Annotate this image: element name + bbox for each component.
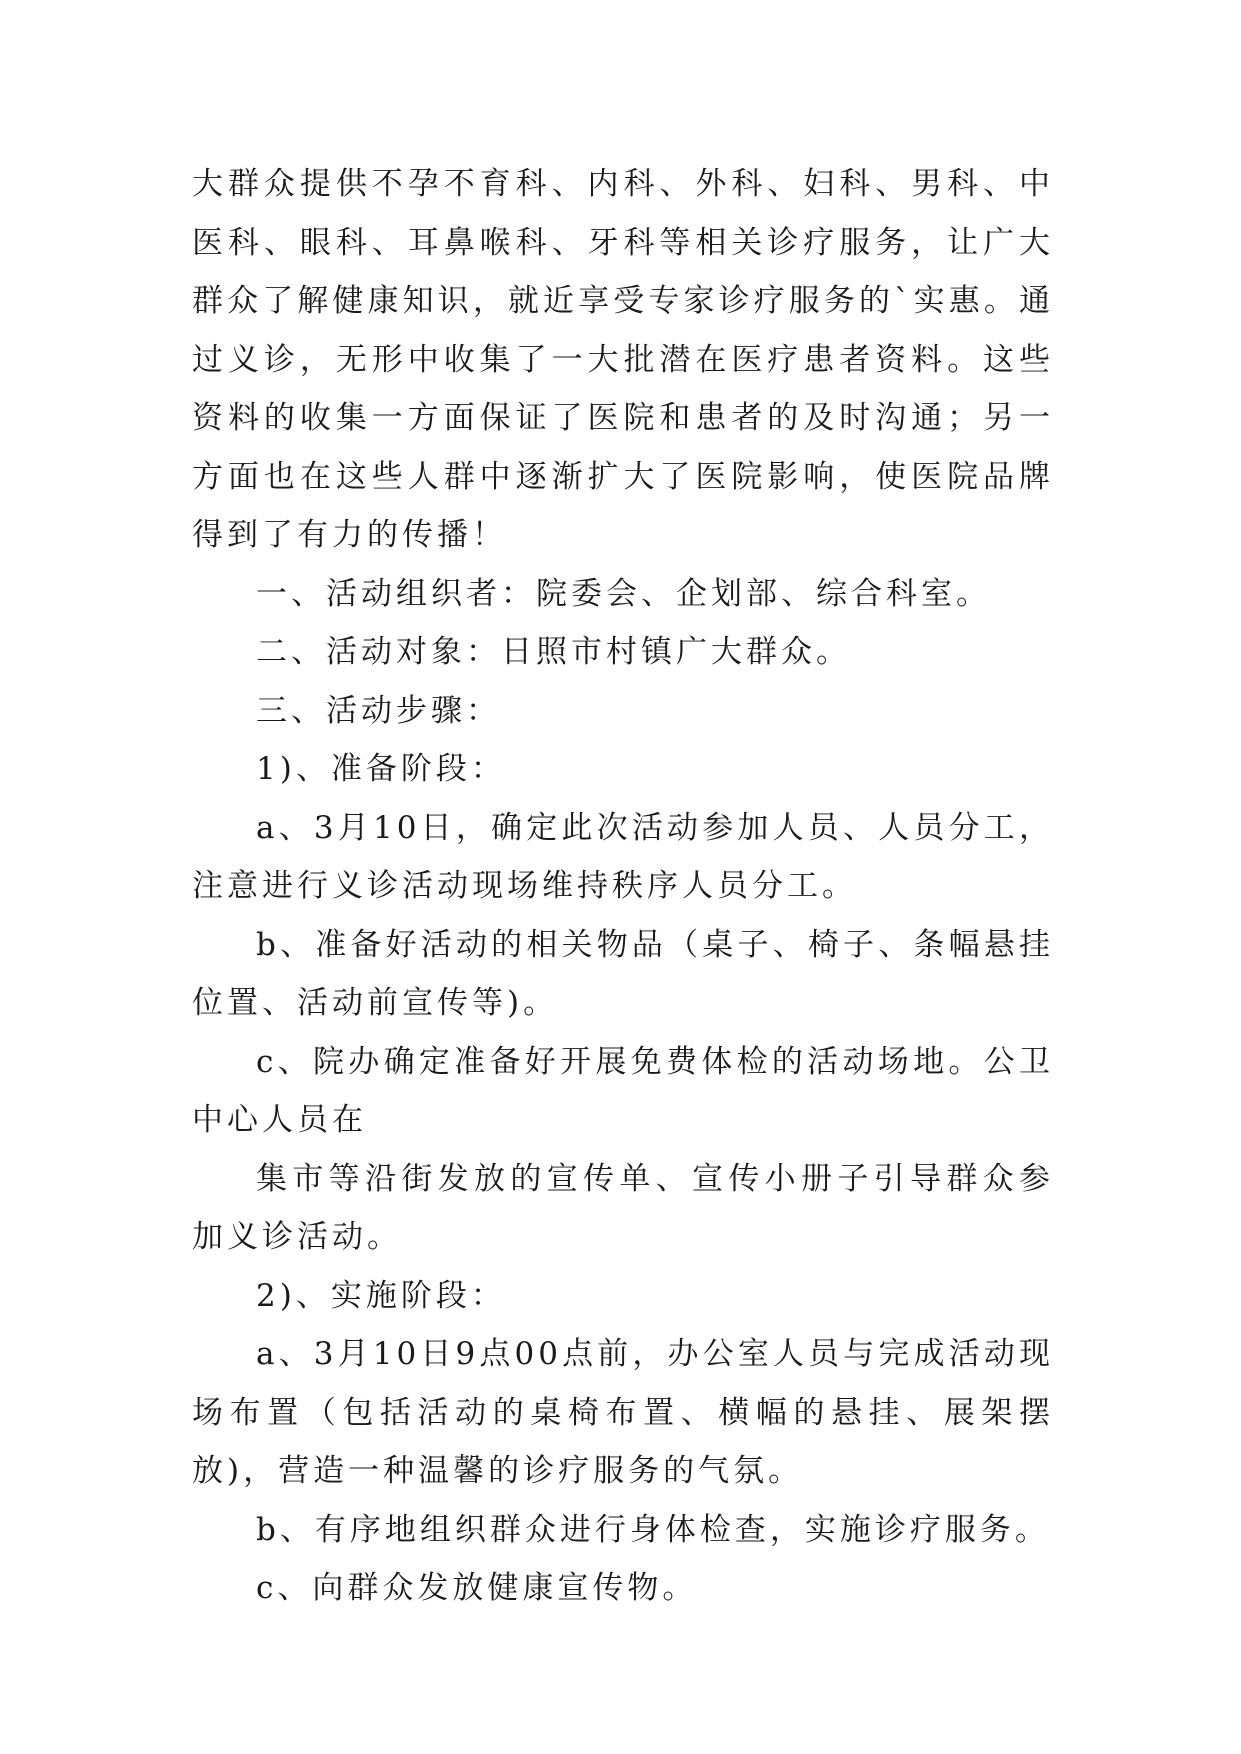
paragraph-preparation-b: b、准备好活动的相关物品（桌子、椅子、条幅悬挂位置、活动前宣传等)。 [192, 926, 1054, 1021]
paragraph-steps-heading: 三、活动步骤： [256, 692, 501, 729]
paragraph-implementation-b: b、有序地组织群众进行身体检查，实施诊疗服务。 [256, 1511, 1050, 1548]
paragraph-preparation-c: c、院办确定准备好开展免费体检的活动场地。公卫中心人员在 [192, 1043, 1054, 1138]
paragraph-audience: 二、活动对象：日照市村镇广大群众。 [256, 634, 851, 670]
paragraph-preparation-a: a、3月10日，确定此次活动参加人员、人员分工，注意进行义诊活动现场维持秩序人员分工。 [192, 809, 1054, 904]
paragraph-implementation-a: a、3月10日9点00点前，办公室人员与完成活动现场布置（包括活动的桌椅布置、横幅的悬挂、展架摆放)，营造一种温馨的诊疗服务的气氛。 [192, 1336, 1054, 1489]
paragraph-intro-continued: 大群众提供不孕不育科、内科、外科、妇科、男科、中医科、眼科、耳鼻喉科、牙科等相关诊疗服务，让广大群众了解健康知识，就近享受专家诊疗服务的`实惠。通过义诊，无形中收集了一大批潜在医疗患者资料。这些资料的收集一方面保证了医院和患者的及时沟通；另一方面也在这些人群中逐渐扩大了医院影响，使医院品牌得到了有力的传播！ [192, 166, 1054, 553]
paragraph-implementation-heading: 2)、实施阶段： [256, 1277, 506, 1314]
paragraph-implementation-c: c、向群众发放健康宣传物。 [256, 1570, 698, 1606]
paragraph-organizer: 一、活动组织者：院委会、企划部、综合科室。 [256, 575, 991, 612]
paragraph-preparation-c-continued: 集市等沿街发放的宣传单、宣传小册子引导群众参加义诊活动。 [192, 1160, 1054, 1255]
document-page [192, 155, 1054, 1618]
paragraph-preparation-heading: 1)、准备阶段： [256, 751, 506, 787]
